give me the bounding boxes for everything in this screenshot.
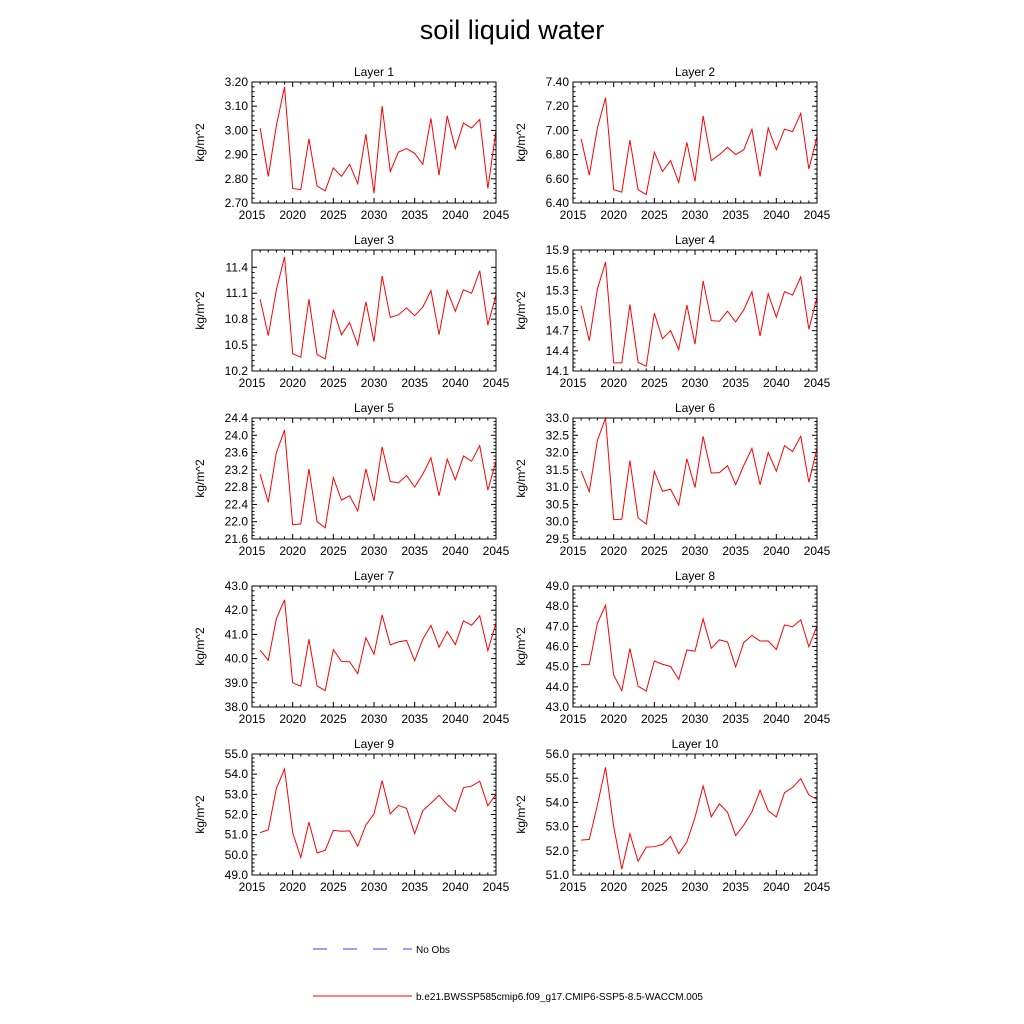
- x-tick-label: 2015: [559, 208, 587, 222]
- x-tick-label: 2025: [640, 376, 668, 390]
- x-tick-label: 2015: [238, 544, 266, 558]
- plot-frame: [252, 586, 496, 707]
- y-tick-label: 32.5: [545, 428, 569, 443]
- x-tick-label: 2030: [360, 376, 388, 390]
- series-line: [260, 87, 496, 193]
- y-tick-label: 48.0: [545, 599, 569, 614]
- panel-title: Layer 6: [674, 401, 716, 415]
- x-tick-label: 2040: [762, 376, 790, 390]
- x-tick-label: 2025: [640, 712, 668, 726]
- y-tick-label: 10.8: [224, 312, 248, 327]
- y-tick-label: 7.20: [545, 99, 569, 114]
- y-axis-label: kg/m^2: [193, 123, 207, 162]
- figure-title: soil liquid water: [419, 15, 605, 45]
- x-tick-label: 2030: [681, 208, 709, 222]
- x-tick-label: 2045: [803, 712, 831, 726]
- x-tick-label: 2045: [803, 208, 831, 222]
- y-tick-label: 7.40: [545, 75, 569, 89]
- x-tick-label: 2035: [722, 712, 750, 726]
- y-tick-label: 11.1: [225, 286, 248, 301]
- y-tick-label: 45.0: [545, 659, 569, 674]
- x-tick-label: 2020: [279, 544, 307, 558]
- panel-title: Layer 3: [353, 233, 395, 247]
- y-tick-label: 40.0: [224, 651, 248, 666]
- x-tick-label: 2045: [803, 880, 831, 894]
- x-tick-label: 2025: [640, 544, 668, 558]
- y-tick-label: 50.0: [224, 847, 248, 862]
- y-tick-label: 43.0: [545, 700, 569, 714]
- x-tick-label: 2025: [640, 880, 668, 894]
- series-line: [581, 418, 817, 524]
- x-tick-label: 2045: [482, 712, 510, 726]
- y-axis-label: kg/m^2: [193, 795, 207, 834]
- y-axis-label: kg/m^2: [193, 459, 207, 498]
- y-tick-label: 22.0: [224, 514, 248, 529]
- y-tick-label: 41.0: [224, 627, 248, 642]
- series-line: [581, 262, 817, 366]
- x-tick-label: 2020: [600, 880, 628, 894]
- x-tick-label: 2045: [482, 880, 510, 894]
- x-tick-label: 2040: [762, 208, 790, 222]
- series-line: [260, 257, 496, 359]
- panel: [514, 569, 831, 726]
- x-tick-label: 2045: [482, 544, 510, 558]
- y-tick-label: 44.0: [545, 679, 569, 694]
- y-tick-label: 46.0: [545, 639, 569, 654]
- y-tick-label: 22.4: [224, 497, 248, 512]
- legend-model-label: b.e21.BWSSP585cmip6.f09_g17.CMIP6-SSP5-8.5-WACCM.005: [416, 992, 703, 1003]
- y-axis-label: kg/m^2: [514, 459, 528, 498]
- y-tick-label: 2.90: [224, 147, 248, 162]
- x-tick-label: 2030: [681, 712, 709, 726]
- y-tick-label: 56.0: [545, 747, 569, 761]
- y-tick-label: 10.2: [224, 364, 248, 378]
- y-tick-label: 54.0: [224, 767, 248, 782]
- y-tick-label: 30.5: [545, 497, 569, 512]
- panel-grid: [193, 65, 831, 894]
- y-axis-label: kg/m^2: [193, 291, 207, 330]
- y-tick-label: 22.8: [224, 480, 248, 495]
- panel: [193, 233, 510, 390]
- y-tick-label: 15.3: [545, 283, 569, 298]
- x-tick-label: 2030: [360, 208, 388, 222]
- y-tick-label: 24.4: [224, 411, 248, 425]
- legend-obs-label: No Obs: [416, 945, 450, 956]
- x-tick-label: 2030: [360, 544, 388, 558]
- x-tick-label: 2030: [681, 544, 709, 558]
- y-tick-label: 51.0: [545, 868, 569, 882]
- panel: [514, 233, 831, 390]
- panel: [193, 65, 510, 222]
- y-tick-label: 32.0: [545, 445, 569, 460]
- y-tick-label: 24.0: [224, 428, 248, 443]
- y-tick-label: 10.5: [224, 338, 248, 353]
- panel-title: Layer 10: [671, 737, 719, 751]
- x-tick-label: 2020: [279, 880, 307, 894]
- y-tick-label: 31.0: [545, 480, 569, 495]
- series-line: [581, 767, 817, 869]
- x-tick-label: 2040: [762, 544, 790, 558]
- x-tick-label: 2045: [803, 544, 831, 558]
- panel-title: Layer 2: [674, 65, 716, 79]
- x-tick-label: 2020: [279, 376, 307, 390]
- y-tick-label: 2.80: [224, 171, 248, 186]
- x-tick-label: 2035: [401, 712, 429, 726]
- x-tick-label: 2020: [600, 712, 628, 726]
- x-tick-label: 2045: [482, 376, 510, 390]
- plot-frame: [573, 586, 817, 707]
- y-tick-label: 23.2: [224, 462, 248, 477]
- x-tick-label: 2020: [600, 544, 628, 558]
- plot-frame: [573, 418, 817, 539]
- y-tick-label: 52.0: [224, 807, 248, 822]
- x-tick-label: 2020: [600, 208, 628, 222]
- x-tick-label: 2040: [441, 712, 469, 726]
- y-tick-label: 31.5: [545, 462, 569, 477]
- x-tick-label: 2035: [401, 544, 429, 558]
- x-tick-label: 2015: [559, 712, 587, 726]
- x-tick-label: 2025: [319, 880, 347, 894]
- y-tick-label: 49.0: [545, 579, 569, 593]
- x-tick-label: 2040: [762, 712, 790, 726]
- series-line: [581, 605, 817, 691]
- x-tick-label: 2040: [441, 208, 469, 222]
- series-line: [260, 430, 496, 528]
- panel-title: Layer 4: [674, 233, 716, 247]
- x-tick-label: 2045: [482, 208, 510, 222]
- y-tick-label: 6.40: [545, 196, 569, 210]
- x-tick-label: 2030: [681, 376, 709, 390]
- y-tick-label: 55.0: [224, 747, 248, 761]
- y-axis-label: kg/m^2: [514, 795, 528, 834]
- panel-title: Layer 7: [353, 569, 395, 583]
- series-line: [260, 769, 496, 857]
- y-tick-label: 30.0: [545, 514, 569, 529]
- y-tick-label: 7.00: [545, 123, 569, 138]
- panel-title: Layer 8: [674, 569, 716, 583]
- panel: [514, 737, 831, 894]
- x-tick-label: 2015: [559, 544, 587, 558]
- panel: [193, 737, 510, 894]
- x-tick-label: 2025: [319, 544, 347, 558]
- y-axis-label: kg/m^2: [193, 627, 207, 666]
- x-tick-label: 2035: [722, 544, 750, 558]
- y-axis-label: kg/m^2: [514, 627, 528, 666]
- panel: [193, 569, 510, 726]
- x-tick-label: 2025: [640, 208, 668, 222]
- y-tick-label: 55.0: [545, 771, 569, 786]
- y-tick-label: 3.10: [224, 99, 248, 114]
- y-tick-label: 21.6: [224, 532, 248, 546]
- y-tick-label: 47.0: [545, 619, 569, 634]
- x-tick-label: 2030: [360, 880, 388, 894]
- x-tick-label: 2035: [722, 208, 750, 222]
- x-tick-label: 2040: [441, 544, 469, 558]
- x-tick-label: 2015: [238, 208, 266, 222]
- x-tick-label: 2025: [319, 376, 347, 390]
- x-tick-label: 2035: [722, 376, 750, 390]
- x-tick-label: 2030: [360, 712, 388, 726]
- x-tick-label: 2045: [803, 376, 831, 390]
- x-tick-label: 2040: [441, 880, 469, 894]
- y-tick-label: 39.0: [224, 675, 248, 690]
- y-tick-label: 42.0: [224, 603, 248, 618]
- y-tick-label: 3.00: [224, 123, 248, 138]
- x-tick-label: 2030: [681, 880, 709, 894]
- y-tick-label: 29.5: [545, 532, 569, 546]
- y-tick-label: 52.0: [545, 843, 569, 858]
- y-tick-label: 14.7: [545, 323, 569, 338]
- panel-title: Layer 5: [353, 401, 395, 415]
- panel-title: Layer 9: [353, 737, 395, 751]
- x-tick-label: 2020: [600, 376, 628, 390]
- y-tick-label: 15.0: [545, 303, 569, 318]
- y-tick-label: 53.0: [224, 787, 248, 802]
- series-line: [260, 600, 496, 691]
- x-tick-label: 2035: [722, 880, 750, 894]
- y-tick-label: 53.0: [545, 819, 569, 834]
- y-tick-label: 43.0: [224, 579, 248, 593]
- x-tick-label: 2025: [319, 208, 347, 222]
- x-tick-label: 2040: [762, 880, 790, 894]
- y-tick-label: 6.60: [545, 171, 569, 186]
- y-tick-label: 38.0: [224, 700, 248, 714]
- y-tick-label: 11.4: [225, 260, 248, 275]
- y-tick-label: 51.0: [224, 827, 248, 842]
- x-tick-label: 2020: [279, 208, 307, 222]
- x-tick-label: 2020: [279, 712, 307, 726]
- plot-frame: [573, 754, 817, 875]
- y-tick-label: 33.0: [545, 411, 569, 425]
- x-tick-label: 2015: [559, 880, 587, 894]
- legend: [313, 945, 703, 1003]
- y-tick-label: 2.70: [224, 196, 248, 210]
- x-tick-label: 2015: [238, 880, 266, 894]
- x-tick-label: 2025: [319, 712, 347, 726]
- panel: [193, 401, 510, 558]
- x-tick-label: 2035: [401, 880, 429, 894]
- y-tick-label: 49.0: [224, 868, 248, 882]
- x-tick-label: 2035: [401, 208, 429, 222]
- x-tick-label: 2015: [238, 376, 266, 390]
- panel: [514, 65, 831, 222]
- y-tick-label: 3.20: [224, 75, 248, 89]
- y-tick-label: 6.80: [545, 147, 569, 162]
- y-tick-label: 23.6: [224, 445, 248, 460]
- x-tick-label: 2035: [401, 376, 429, 390]
- panel: [514, 401, 831, 558]
- y-tick-label: 15.9: [545, 243, 569, 257]
- x-tick-label: 2040: [441, 376, 469, 390]
- y-tick-label: 15.6: [545, 263, 569, 278]
- y-tick-label: 14.4: [545, 343, 569, 358]
- series-line: [581, 98, 817, 195]
- y-axis-label: kg/m^2: [514, 291, 528, 330]
- x-tick-label: 2015: [238, 712, 266, 726]
- panel-title: Layer 1: [353, 65, 395, 79]
- y-tick-label: 54.0: [545, 795, 569, 810]
- y-tick-label: 14.1: [545, 364, 569, 378]
- x-tick-label: 2015: [559, 376, 587, 390]
- y-axis-label: kg/m^2: [514, 123, 528, 162]
